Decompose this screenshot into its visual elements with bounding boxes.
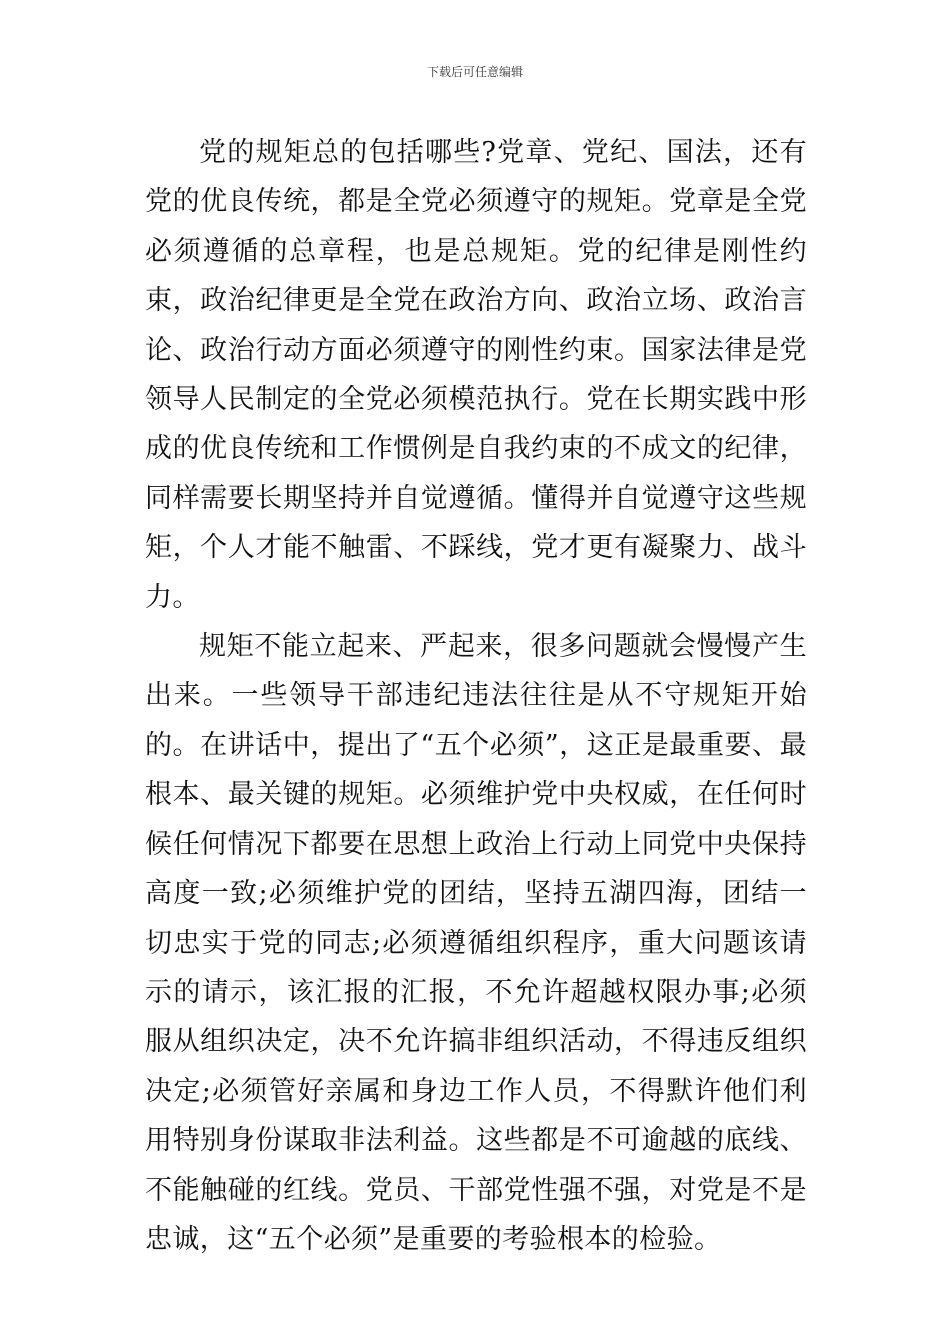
page-header: 下载后可任意编辑 — [426, 65, 523, 79]
paragraph-1: 党的规矩总的包括哪些?党章、党纪、国法，还有党的优良传统，都是全党必须遵守的规矩。党章是全党必须遵循的总章程，也是总规矩。党的纪律是刚性约束，政治纪律更是全党在政治方向、政治立场、政治言论、政治行动方面必须遵守的刚性约束。国家法律是党领导人民制定的全党必须模范执行。党在长期实践中形成的优良传统和工作惯例是自我约束的不成文的纪律，同样需要长期坚持并自觉遵循。懂得并自觉遵守这些规矩，个人才能不触雷、不踩线，党才更有凝聚力、战斗力。 — [145, 137, 807, 613]
document-body — [145, 128, 807, 1264]
paragraph-2: 规矩不能立起来、严起来，很多问题就会慢慢产生出来。一些领导干部违纪违法往往是从不守规矩开始的。在讲话中，提出了“五个必须”，这正是最重要、最根本、最关键的规矩。必须维护党中央权威，在任何时候任何情况下都要在思想上政治上行动上同党中央保持高度一致;必须维护党的团结，坚持五湖四海，团结一切忠实于党的同志;必须遵循组织程序，重大问题该请示的请示，该汇报的汇报，不允许超越权限办事;必须服从组织决定，决不允许搞非组织活动，不得违反组织决定;必须管好亲属和身边工作人员，不得默许他们利用特别身份谋取非法利益。这些都是不可逾越的底线、不能触碰的红线。党员、干部党性强不强，对党是不是忠诚，这“五个必须”是重要的考验根本的检验。 — [145, 631, 807, 1255]
